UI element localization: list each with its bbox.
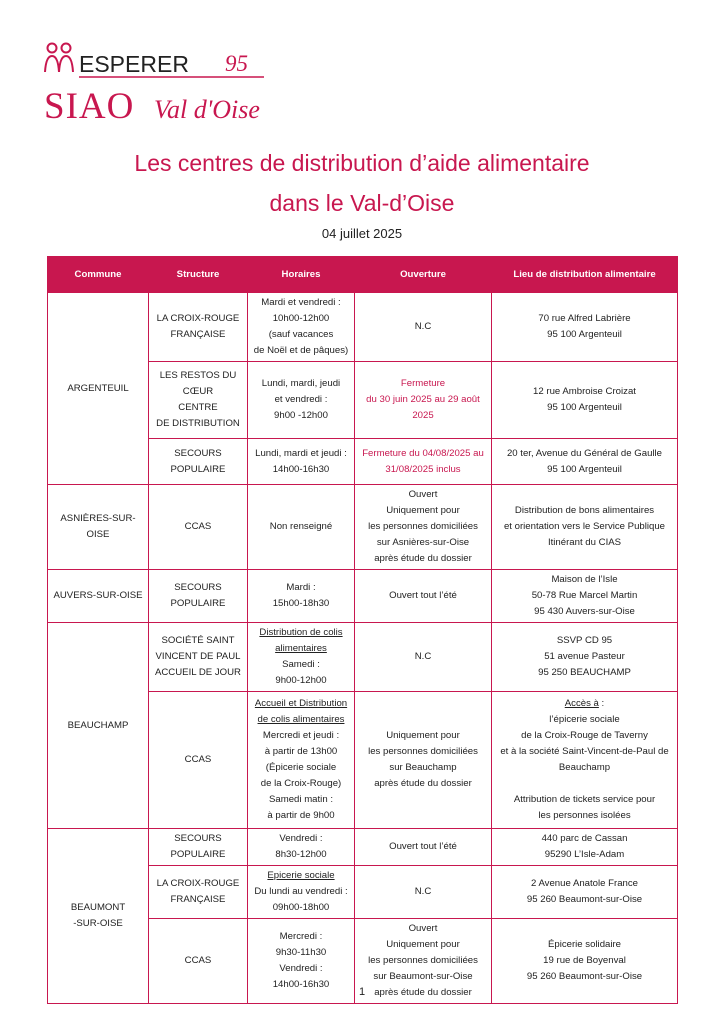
horaires-line: 14h00-16h30 (272, 463, 330, 475)
lieu-access-line (495, 696, 674, 712)
logo-esperer-text: ESPERER (79, 51, 189, 77)
logo-graphic (42, 38, 272, 128)
lieu-line: 50-78 Rue Marcel Martin (531, 590, 638, 601)
horaires-line: Non renseigné (269, 521, 333, 532)
logo-siao-text: SIAO (44, 86, 135, 127)
horaires-line: Du lundi au vendredi : (254, 886, 348, 897)
header-structure: Structure (149, 257, 248, 293)
lieu-line: 95 100 Argenteuil (547, 402, 622, 413)
ouverture-line: après étude du dossier (374, 987, 472, 998)
horaires-line: Lundi, mardi, jeudi (261, 378, 341, 389)
structure-line: LES RESTOS DU (159, 370, 237, 381)
lieu-line: de la Croix-Rouge de Taverny (521, 730, 648, 741)
lieu-line: 95 250 BEAUCHAMP (538, 667, 631, 678)
ouverture-cell (355, 570, 492, 623)
table-row (48, 623, 678, 692)
table-row (48, 485, 678, 570)
horaires-line: 09h00-18h00 (272, 902, 330, 913)
commune-name: -SUR-OISE (73, 918, 123, 929)
lieu-line: Beauchamp (558, 762, 611, 773)
structure-cell (149, 362, 248, 439)
lieu-cell (492, 485, 678, 570)
header-ouverture: Ouverture (355, 257, 492, 293)
lieu-line: Itinérant du CIAS (547, 537, 622, 548)
distribution-table (47, 256, 678, 1004)
structure-cell (149, 293, 248, 362)
lieu-line: 95 260 Beaumont-sur-Oise (526, 971, 643, 982)
page-title-line2: dans le Val-d’Oise (269, 190, 455, 216)
horaires-cell (248, 485, 355, 570)
lieu-line: Maison de l’Isle (551, 574, 618, 585)
lieu-line: et à la société Saint-Vincent-de-Paul de (500, 746, 669, 757)
horaires-line: Lundi, mardi et jeudi : (255, 447, 347, 459)
structure-cell (149, 866, 248, 919)
structure-line: LA CROIX-ROUGE (156, 878, 240, 889)
lieu-cell (492, 439, 678, 485)
table-row (48, 829, 678, 866)
horaires-line: et vendredi : (274, 394, 328, 405)
horaires-line: Vendredi : (279, 963, 323, 974)
lieu-line: les personnes isolées (538, 810, 631, 821)
structure-line: CŒUR (182, 386, 214, 397)
ouverture-line: Uniquement pour (386, 730, 460, 741)
ouverture-line: Ouvert (408, 923, 438, 934)
horaires-line: Mercredi : (279, 931, 323, 942)
horaires-underlined-line: Distribution de colis (259, 627, 343, 638)
ouverture-cell (355, 439, 492, 485)
ouverture-line: 31/08/2025 inclus (385, 463, 461, 475)
ouverture-cell (355, 829, 492, 866)
horaires-underlined-line: Epicerie sociale (267, 870, 335, 881)
ouverture-line: 2025 (412, 410, 434, 421)
lieu-line: 12 rue Ambroise Croizat (533, 386, 636, 397)
horaires-line: de la Croix-Rouge) (260, 778, 342, 789)
horaires-cell (248, 829, 355, 866)
ouverture-cell (355, 866, 492, 919)
horaires-line: 9h00-12h00 (275, 675, 327, 686)
horaires-line: Mardi : (286, 582, 316, 593)
lieu-line: Attribution de tickets service pour (513, 794, 656, 805)
structure-cell (149, 829, 248, 866)
horaires-underlined-line: alimentaires (275, 643, 327, 654)
structure-cell (149, 570, 248, 623)
structure-line: CENTRE (178, 402, 218, 413)
lieu-spacer (495, 776, 674, 792)
lieu-line: 95290 L’Isle-Adam (544, 849, 625, 860)
ouverture-cell (355, 692, 492, 829)
horaires-line: Mercredi et jeudi : (262, 730, 340, 741)
ouverture-cell (355, 623, 492, 692)
ouverture-line: Fermeture du 04/08/2025 au (362, 447, 484, 459)
ouverture-line: N.C (414, 886, 432, 897)
table-row (48, 293, 678, 362)
commune-name: ASNIÈRES-SUR-OISE (60, 513, 136, 540)
logo-95-text: 95 (225, 51, 248, 76)
logo-valdoise-text: Val d'Oise (154, 95, 260, 124)
lieu-line: 2 Avenue Anatole France (530, 878, 639, 889)
lieu-line: Distribution de bons alimentaires (514, 505, 655, 516)
horaires-cell (248, 623, 355, 692)
lieu-line: 20 ter, Avenue du Général de Gaulle (506, 447, 663, 459)
horaires-line: 8h30-12h00 (275, 849, 327, 860)
structure-line: VINCENT DE PAUL (155, 651, 241, 662)
horaires-line: 10h00-12h00 (272, 313, 330, 324)
lieu-line: et orientation vers le Service Publique (503, 521, 666, 532)
esperer-siao-logo (42, 38, 272, 128)
structure-line: SECOURS POPULAIRE (170, 447, 226, 475)
lieu-line: 19 rue de Boyenval (543, 955, 626, 966)
structure-line: SECOURS POPULAIRE (170, 833, 226, 860)
horaires-underlined-line: Accueil et Distribution (254, 698, 348, 709)
ouverture-line: Fermeture (400, 378, 446, 389)
horaires-underlined-line: de colis alimentaires (257, 714, 345, 725)
ouverture-line: Ouvert tout l’été (389, 841, 457, 852)
ouverture-line: Uniquement pour (386, 939, 460, 950)
ouverture-line: du 30 juin 2025 au 29 août (366, 394, 480, 405)
commune-name: ARGENTEUIL (67, 382, 129, 394)
horaires-cell (248, 866, 355, 919)
horaires-line: 9h00 -12h00 (274, 410, 328, 421)
lieu-line: 95 100 Argenteuil (547, 329, 622, 340)
horaires-line: (sauf vacances (268, 329, 334, 340)
lieu-line: 95 430 Auvers-sur-Oise (534, 606, 635, 617)
ouverture-cell (355, 485, 492, 570)
ouverture-line: Uniquement pour (386, 505, 460, 516)
structure-cell (149, 623, 248, 692)
structure-line: SECOURS POPULAIRE (170, 582, 226, 609)
table-row (48, 570, 678, 623)
lieu-cell (492, 692, 678, 829)
horaires-line: (Épicerie sociale (265, 762, 337, 773)
lieu-line: 95 260 Beaumont-sur-Oise (526, 894, 643, 905)
structure-line: CCAS (184, 754, 212, 765)
horaires-line: de Noël et de pâques) (253, 345, 349, 356)
structure-cell (149, 485, 248, 570)
lieu-cell (492, 293, 678, 362)
ouverture-line: les personnes domiciliées (368, 521, 478, 532)
lieu-cell (492, 623, 678, 692)
ouverture-line: Ouvert tout l’été (389, 590, 457, 601)
commune-cell (48, 293, 149, 485)
page-number: 1 (358, 986, 366, 998)
ouverture-cell (355, 362, 492, 439)
page-title-line1: Les centres de distribution d’aide alimentaire (134, 150, 590, 176)
commune-cell (48, 570, 149, 623)
horaires-line: 14h00-16h30 (272, 979, 330, 990)
lieu-line: 95 100 Argenteuil (547, 463, 622, 475)
ouverture-line: sur Beaumont-sur-Oise (373, 971, 473, 982)
lieu-line: Épicerie solidaire (547, 939, 622, 950)
lieu-line: l’épicerie sociale (549, 714, 620, 725)
commune-cell (48, 485, 149, 570)
horaires-cell (248, 293, 355, 362)
lieu-access-label: Accès à (564, 698, 599, 709)
ouverture-line: les personnes domiciliées (368, 746, 478, 757)
ouverture-line: après étude du dossier (374, 778, 472, 789)
ouverture-line: sur Asnières-sur-Oise (376, 537, 470, 548)
ouverture-line: après étude du dossier (374, 553, 472, 564)
lieu-line: SSVP CD 95 (556, 635, 613, 646)
ouverture-line: N.C (414, 321, 432, 332)
commune-cell (48, 829, 149, 1004)
structure-line: DE DISTRIBUTION (156, 418, 240, 429)
commune-name: AUVERS-SUR-OISE (53, 590, 143, 601)
ouverture-line: les personnes domiciliées (368, 955, 478, 966)
document-date: 04 juillet 2025 (321, 226, 403, 241)
table-header-row (48, 257, 678, 293)
structure-line: CCAS (184, 955, 212, 966)
horaires-cell (248, 439, 355, 485)
horaires-cell (248, 692, 355, 829)
lieu-cell (492, 570, 678, 623)
commune-name: BEAUCHAMP (67, 719, 129, 731)
lieu-line: 51 avenue Pasteur (544, 651, 625, 662)
structure-line: FRANÇAISE (170, 894, 226, 905)
horaires-line: Samedi matin : (269, 794, 333, 805)
ouverture-cell (355, 293, 492, 362)
horaires-line: 9h30-11h30 (275, 947, 327, 958)
horaires-line: 15h00-18h30 (272, 598, 330, 609)
lieu-line: 440 parc de Cassan (541, 833, 628, 844)
horaires-line: Mardi et vendredi : (261, 297, 341, 308)
lieu-cell (492, 866, 678, 919)
ouverture-line: sur Beauchamp (389, 762, 457, 773)
structure-line: SOCIÉTÉ SAINT (161, 635, 235, 646)
lieu-access-colon: : (598, 698, 605, 709)
horaires-line: à partir de 9h00 (267, 810, 335, 821)
commune-name: BEAUMONT (70, 902, 126, 913)
header-lieu: Lieu de distribution alimentaire (492, 257, 678, 293)
horaires-line: Samedi : (282, 659, 320, 670)
horaires-cell (248, 570, 355, 623)
lieu-line: 70 rue Alfred Labrière (538, 313, 631, 324)
structure-line: LA CROIX-ROUGE (156, 313, 240, 324)
lieu-cell (492, 362, 678, 439)
lieu-cell (492, 829, 678, 866)
horaires-line: à partir de 13h00 (264, 746, 338, 757)
structure-line: CCAS (184, 521, 212, 532)
ouverture-line: N.C (414, 651, 432, 662)
header-commune: Commune (48, 257, 149, 293)
structure-cell (149, 439, 248, 485)
horaires-line: Vendredi : (279, 833, 323, 844)
ouverture-line: Ouvert (408, 489, 438, 500)
structure-cell (149, 692, 248, 829)
header-horaires: Horaires (248, 257, 355, 293)
structure-line: ACCUEIL DE JOUR (154, 667, 241, 678)
horaires-cell (248, 362, 355, 439)
structure-line: FRANÇAISE (170, 329, 226, 340)
commune-cell (48, 623, 149, 829)
